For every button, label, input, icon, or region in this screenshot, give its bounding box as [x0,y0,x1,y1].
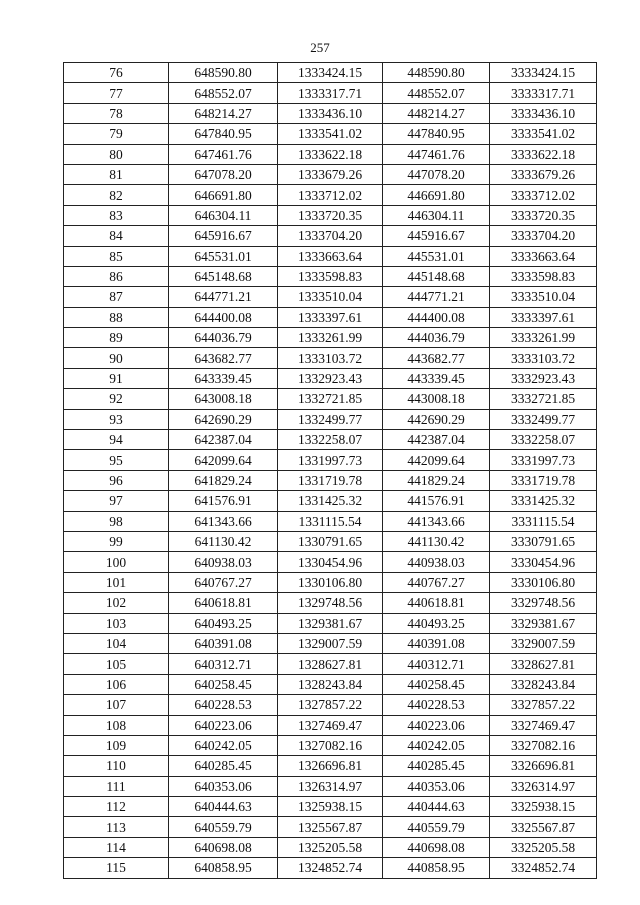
coord-y2-cell: 3333704.20 [490,226,597,246]
coord-y1-cell: 1333510.04 [278,287,383,307]
point-number-cell: 95 [64,450,169,470]
coord-x2-cell: 448214.27 [383,103,490,123]
coord-y2-cell: 3325567.87 [490,817,597,837]
coord-y2-cell: 3333436.10 [490,103,597,123]
coord-x2-cell: 440228.53 [383,695,490,715]
coord-x2-cell: 440353.06 [383,776,490,796]
coord-y2-cell: 3333541.02 [490,124,597,144]
point-number-cell: 82 [64,185,169,205]
coord-x2-cell: 440242.05 [383,735,490,755]
coord-x1-cell: 640258.45 [169,674,278,694]
coord-y1-cell: 1328627.81 [278,654,383,674]
coord-x2-cell: 442099.64 [383,450,490,470]
coord-y1-cell: 1332499.77 [278,409,383,429]
coord-x2-cell: 447840.95 [383,124,490,144]
table-row [64,450,597,470]
point-number-cell: 93 [64,409,169,429]
coord-y1-cell: 1333317.71 [278,83,383,103]
coord-y1-cell: 1326314.97 [278,776,383,796]
table-row [64,797,597,817]
coord-x1-cell: 640559.79 [169,817,278,837]
point-number-cell: 77 [64,83,169,103]
table-row [64,287,597,307]
table-row [64,715,597,735]
coord-y2-cell: 3325938.15 [490,797,597,817]
coord-x1-cell: 640858.95 [169,858,278,878]
coord-y1-cell: 1326696.81 [278,756,383,776]
point-number-cell: 90 [64,348,169,368]
coord-x2-cell: 440493.25 [383,613,490,633]
coord-x1-cell: 646304.11 [169,205,278,225]
coord-x2-cell: 443008.18 [383,389,490,409]
coord-y1-cell: 1327857.22 [278,695,383,715]
coord-x1-cell: 640938.03 [169,552,278,572]
coord-x1-cell: 648590.80 [169,63,278,83]
point-number-cell: 84 [64,226,169,246]
coord-y1-cell: 1327082.16 [278,735,383,755]
table-row [64,226,597,246]
point-number-cell: 100 [64,552,169,572]
table-row [64,491,597,511]
point-number-cell: 97 [64,491,169,511]
coord-y2-cell: 3331997.73 [490,450,597,470]
coord-x2-cell: 448590.80 [383,63,490,83]
coord-y2-cell: 3332499.77 [490,409,597,429]
coord-x1-cell: 640444.63 [169,797,278,817]
coord-x1-cell: 641343.66 [169,511,278,531]
point-number-cell: 113 [64,817,169,837]
coord-y1-cell: 1332721.85 [278,389,383,409]
coord-y1-cell: 1333397.61 [278,307,383,327]
page-number: 257 [310,40,330,55]
coord-y2-cell: 3330454.96 [490,552,597,572]
coord-y1-cell: 1328243.84 [278,674,383,694]
point-number-cell: 109 [64,735,169,755]
table-row [64,266,597,286]
coord-x2-cell: 440559.79 [383,817,490,837]
coord-x2-cell: 448552.07 [383,83,490,103]
point-number-cell: 92 [64,389,169,409]
coord-x1-cell: 644036.79 [169,328,278,348]
coord-x2-cell: 440618.81 [383,593,490,613]
coord-y2-cell: 3328627.81 [490,654,597,674]
table-row [64,205,597,225]
table-row [64,572,597,592]
table-row [64,593,597,613]
table-row [64,552,597,572]
table-row [64,613,597,633]
coord-y1-cell: 1333424.15 [278,63,383,83]
coord-y1-cell: 1333704.20 [278,226,383,246]
coord-x2-cell: 440223.06 [383,715,490,735]
point-number-cell: 98 [64,511,169,531]
coord-y2-cell: 3332923.43 [490,368,597,388]
table-row [64,185,597,205]
coord-y1-cell: 1331425.32 [278,491,383,511]
table-row [64,144,597,164]
point-number-cell: 86 [64,266,169,286]
coord-x2-cell: 441829.24 [383,470,490,490]
point-number-cell: 105 [64,654,169,674]
coord-y2-cell: 3333261.99 [490,328,597,348]
point-number-cell: 101 [64,572,169,592]
coord-y1-cell: 1333598.83 [278,266,383,286]
coord-x2-cell: 443339.45 [383,368,490,388]
coord-x2-cell: 440285.45 [383,756,490,776]
coord-y1-cell: 1333712.02 [278,185,383,205]
coord-x1-cell: 640493.25 [169,613,278,633]
coord-y2-cell: 3324852.74 [490,858,597,878]
coord-x1-cell: 647078.20 [169,164,278,184]
coord-x2-cell: 442387.04 [383,430,490,450]
coord-y2-cell: 3333712.02 [490,185,597,205]
coord-x2-cell: 444036.79 [383,328,490,348]
table-row [64,735,597,755]
table-row [64,858,597,878]
coord-x2-cell: 440391.08 [383,633,490,653]
point-number-cell: 106 [64,674,169,694]
coord-y1-cell: 1331997.73 [278,450,383,470]
coord-y2-cell: 3326696.81 [490,756,597,776]
coord-x1-cell: 640767.27 [169,572,278,592]
coord-x1-cell: 643008.18 [169,389,278,409]
point-number-cell: 103 [64,613,169,633]
coord-y2-cell: 3327857.22 [490,695,597,715]
point-number-cell: 94 [64,430,169,450]
coord-x2-cell: 445916.67 [383,226,490,246]
coord-y1-cell: 1331115.54 [278,511,383,531]
coord-y1-cell: 1325567.87 [278,817,383,837]
table-row [64,837,597,857]
coord-x2-cell: 444400.08 [383,307,490,327]
coord-x1-cell: 642099.64 [169,450,278,470]
coord-x1-cell: 640242.05 [169,735,278,755]
point-number-cell: 110 [64,756,169,776]
coord-y2-cell: 3330791.65 [490,531,597,551]
coord-x2-cell: 443682.77 [383,348,490,368]
coord-y2-cell: 3333397.61 [490,307,597,327]
table-row [64,164,597,184]
coord-y1-cell: 1325205.58 [278,837,383,857]
coord-x2-cell: 445531.01 [383,246,490,266]
coord-x1-cell: 644400.08 [169,307,278,327]
coord-y2-cell: 3330106.80 [490,572,597,592]
coord-x1-cell: 645148.68 [169,266,278,286]
coord-y2-cell: 3331425.32 [490,491,597,511]
table-row [64,817,597,837]
coord-y1-cell: 1333261.99 [278,328,383,348]
coord-x2-cell: 447461.76 [383,144,490,164]
table-row [64,430,597,450]
point-number-cell: 114 [64,837,169,857]
coord-x2-cell: 440858.95 [383,858,490,878]
coord-x1-cell: 640285.45 [169,756,278,776]
coord-x1-cell: 641576.91 [169,491,278,511]
coord-x2-cell: 440444.63 [383,797,490,817]
point-number-cell: 107 [64,695,169,715]
coord-y2-cell: 3333663.64 [490,246,597,266]
coord-y1-cell: 1329748.56 [278,593,383,613]
coord-y2-cell: 3331719.78 [490,470,597,490]
table-row [64,348,597,368]
table-row [64,389,597,409]
table-row [64,531,597,551]
coord-y2-cell: 3331115.54 [490,511,597,531]
coord-y1-cell: 1333679.26 [278,164,383,184]
point-number-cell: 83 [64,205,169,225]
table-body [64,63,597,879]
coord-x2-cell: 445148.68 [383,266,490,286]
table-row [64,83,597,103]
coord-y2-cell: 3332258.07 [490,430,597,450]
coord-y2-cell: 3333424.15 [490,63,597,83]
coord-y2-cell: 3325205.58 [490,837,597,857]
point-number-cell: 91 [64,368,169,388]
coord-x1-cell: 643682.77 [169,348,278,368]
coord-x1-cell: 642690.29 [169,409,278,429]
point-number-cell: 104 [64,633,169,653]
coord-x1-cell: 640228.53 [169,695,278,715]
point-number-cell: 87 [64,287,169,307]
table-row [64,674,597,694]
coord-x1-cell: 648214.27 [169,103,278,123]
point-number-cell: 115 [64,858,169,878]
table-row [64,103,597,123]
coord-x2-cell: 444771.21 [383,287,490,307]
coord-y2-cell: 3329381.67 [490,613,597,633]
coord-y1-cell: 1332258.07 [278,430,383,450]
table-row [64,307,597,327]
coord-x1-cell: 641829.24 [169,470,278,490]
coord-x1-cell: 642387.04 [169,430,278,450]
coord-y1-cell: 1333663.64 [278,246,383,266]
point-number-cell: 85 [64,246,169,266]
coord-x2-cell: 441130.42 [383,531,490,551]
coord-x2-cell: 442690.29 [383,409,490,429]
coord-y1-cell: 1330454.96 [278,552,383,572]
coord-y1-cell: 1333622.18 [278,144,383,164]
coord-y1-cell: 1333103.72 [278,348,383,368]
table-row [64,511,597,531]
coord-x1-cell: 645531.01 [169,246,278,266]
coord-y2-cell: 3332721.85 [490,389,597,409]
coord-y1-cell: 1332923.43 [278,368,383,388]
coord-y2-cell: 3326314.97 [490,776,597,796]
point-number-cell: 96 [64,470,169,490]
coord-y2-cell: 3329007.59 [490,633,597,653]
point-number-cell: 81 [64,164,169,184]
coord-x2-cell: 446691.80 [383,185,490,205]
point-number-cell: 76 [64,63,169,83]
table-row [64,654,597,674]
coord-y2-cell: 3333679.26 [490,164,597,184]
coord-x1-cell: 645916.67 [169,226,278,246]
coord-x1-cell: 640618.81 [169,593,278,613]
coord-x2-cell: 440938.03 [383,552,490,572]
point-number-cell: 79 [64,124,169,144]
coord-y1-cell: 1324852.74 [278,858,383,878]
coord-y2-cell: 3333103.72 [490,348,597,368]
coord-x2-cell: 446304.11 [383,205,490,225]
coord-x2-cell: 441576.91 [383,491,490,511]
coordinates-table [63,62,597,879]
coord-y2-cell: 3333510.04 [490,287,597,307]
coord-x1-cell: 643339.45 [169,368,278,388]
coord-y2-cell: 3333720.35 [490,205,597,225]
point-number-cell: 111 [64,776,169,796]
coord-y1-cell: 1325938.15 [278,797,383,817]
table-row [64,328,597,348]
coord-y1-cell: 1329007.59 [278,633,383,653]
coord-y1-cell: 1333720.35 [278,205,383,225]
point-number-cell: 80 [64,144,169,164]
coord-y2-cell: 3333622.18 [490,144,597,164]
coord-x1-cell: 640698.08 [169,837,278,857]
coord-x1-cell: 648552.07 [169,83,278,103]
coord-x1-cell: 640391.08 [169,633,278,653]
coord-y1-cell: 1333436.10 [278,103,383,123]
table-row [64,756,597,776]
coord-x2-cell: 440312.71 [383,654,490,674]
point-number-cell: 108 [64,715,169,735]
table-row [64,695,597,715]
table-row [64,368,597,388]
table-row [64,470,597,490]
coord-y1-cell: 1330791.65 [278,531,383,551]
point-number-cell: 78 [64,103,169,123]
table-row [64,776,597,796]
coord-y2-cell: 3333598.83 [490,266,597,286]
point-number-cell: 112 [64,797,169,817]
coord-y2-cell: 3329748.56 [490,593,597,613]
point-number-cell: 89 [64,328,169,348]
coord-y1-cell: 1327469.47 [278,715,383,735]
table-row [64,124,597,144]
coord-x2-cell: 447078.20 [383,164,490,184]
coord-x2-cell: 440698.08 [383,837,490,857]
coord-x1-cell: 640353.06 [169,776,278,796]
table-row [64,633,597,653]
point-number-cell: 102 [64,593,169,613]
coord-x1-cell: 644771.21 [169,287,278,307]
coord-x1-cell: 646691.80 [169,185,278,205]
coord-x1-cell: 641130.42 [169,531,278,551]
coord-x1-cell: 647461.76 [169,144,278,164]
coord-x2-cell: 441343.66 [383,511,490,531]
coord-y2-cell: 3327469.47 [490,715,597,735]
coord-x1-cell: 647840.95 [169,124,278,144]
point-number-cell: 99 [64,531,169,551]
coord-x2-cell: 440258.45 [383,674,490,694]
table-row [64,246,597,266]
coord-y1-cell: 1331719.78 [278,470,383,490]
coord-x1-cell: 640312.71 [169,654,278,674]
coord-y1-cell: 1330106.80 [278,572,383,592]
table-row [64,63,597,83]
coord-y1-cell: 1329381.67 [278,613,383,633]
point-number-cell: 88 [64,307,169,327]
coord-y2-cell: 3327082.16 [490,735,597,755]
coord-y1-cell: 1333541.02 [278,124,383,144]
coord-x2-cell: 440767.27 [383,572,490,592]
coord-x1-cell: 640223.06 [169,715,278,735]
coord-y2-cell: 3328243.84 [490,674,597,694]
table-row [64,409,597,429]
coord-y2-cell: 3333317.71 [490,83,597,103]
